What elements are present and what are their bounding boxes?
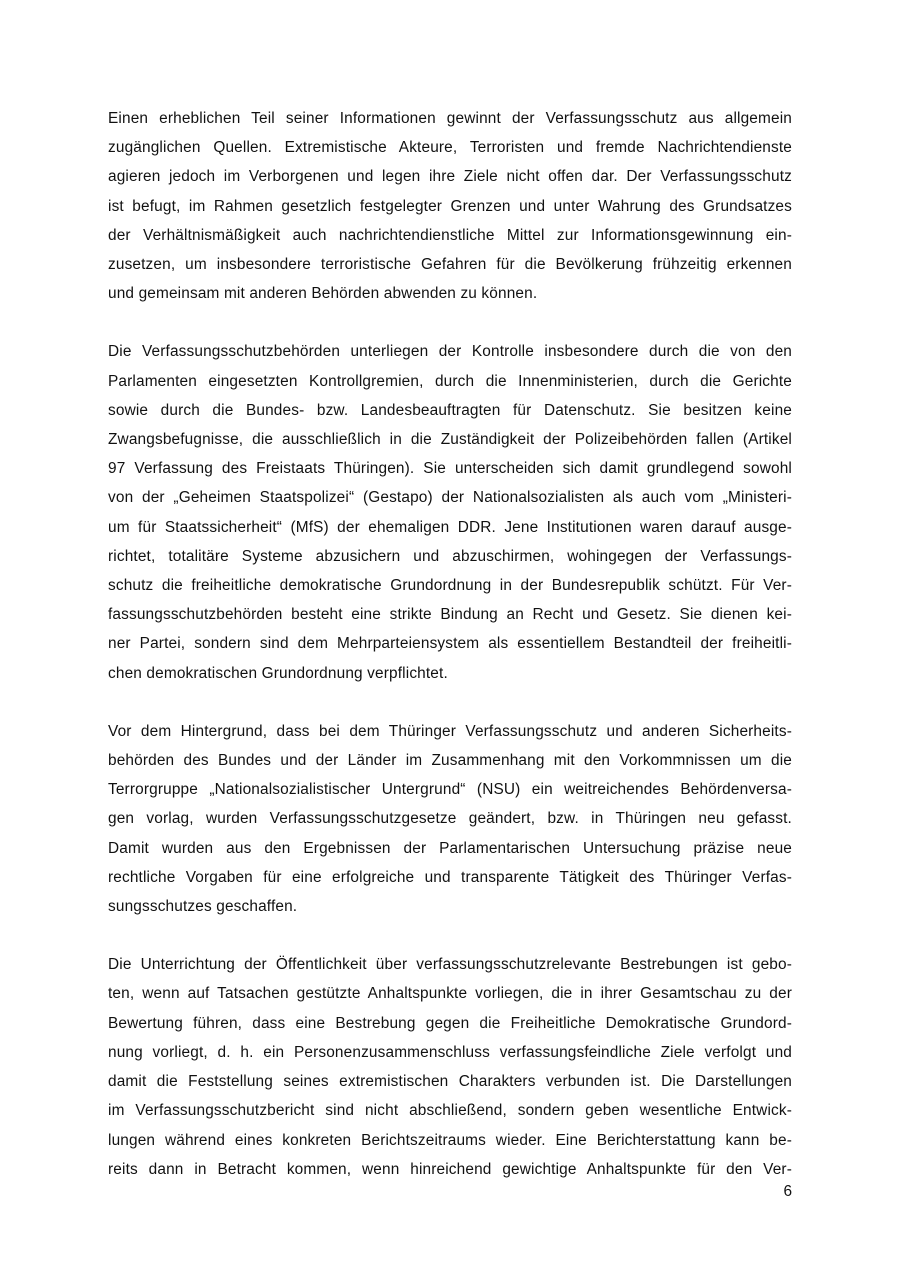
text-line: 97 Verfassung des Freistaats Thüringen). Sie unterscheiden sich damit grundlegend sowohl [108, 460, 792, 478]
text-line: ner Partei, sondern sind dem Mehrparteiensystem als essentiellem Bestandteil der freiheitli- [108, 635, 792, 653]
paragraph-4 [108, 950, 792, 1184]
text-line: rechtliche Vorgaben für eine erfolgreiche und transparente Tätigkeit des Thüringer Verfas- [108, 868, 792, 886]
document-body [108, 104, 792, 1213]
text-line: Einen erheblichen Teil seiner Informationen gewinnt der Verfassungsschutz aus allgemein [108, 110, 792, 127]
text-line: nung vorliegt, d. h. ein Personenzusammenschluss verfassungsfeindliche Ziele verfolgt und [108, 1043, 792, 1061]
text-line: behörden des Bundes und der Länder im Zusammenhang mit den Vorkommnissen um die [108, 752, 792, 770]
text-line: lungen während eines konkreten Berichtszeitraums wieder. Eine Berichterstattung kann be- [108, 1131, 792, 1149]
text-line: Die Unterrichtung der Öffentlichkeit über verfassungsschutzrelevante Bestrebungen ist gebo- [108, 956, 792, 974]
text-line: fassungsschutzbehörden besteht eine strikte Bindung an Recht und Gesetz. Sie dienen kei- [108, 606, 792, 624]
text-line: und gemeinsam mit anderen Behörden abwenden zu können. [108, 285, 538, 303]
text-line: Zwangsbefugnisse, die ausschließlich in die Zuständigkeit der Polizeibehörden fallen (Artikel [108, 431, 792, 449]
text-line: damit die Feststellung seines extremistischen Charakters verbunden ist. Die Darstellungen [108, 1073, 792, 1091]
text-line: der Verhältnismäßigkeit auch nachrichtendienstliche Mittel zur Informationsgewinnung ein- [108, 226, 792, 244]
text-line: gen vorlag, wurden Verfassungsschutzgesetze geändert, bzw. in Thüringen neu gefasst. [108, 810, 792, 828]
paragraph-1 [108, 104, 792, 308]
text-line: zusetzen, um insbesondere terroristische Gefahren für die Bevölkerung frühzeitig erkennen [108, 256, 792, 274]
text-line: sowie durch die Bundes- bzw. Landesbeauftragten für Datenschutz. Sie besitzen keine [108, 401, 792, 419]
text-line: ist befugt, im Rahmen gesetzlich festgelegter Grenzen und unter Wahrung des Grundsatzes [108, 197, 792, 215]
text-line: Damit wurden aus den Ergebnissen der Parlamentarischen Untersuchung präzise neue [108, 839, 792, 857]
text-line: Terrorgruppe „Nationalsozialistischer Untergrund“ (NSU) ein weitreichendes Behördenversa- [108, 781, 792, 799]
text-line: agieren jedoch im Verborgenen und legen ihre Ziele nicht offen dar. Der Verfassungsschutz [108, 168, 792, 186]
text-line: um für Staatssicherheit“ (MfS) der ehemaligen DDR. Jene Institutionen waren darauf ausge- [108, 518, 792, 536]
paragraph-3 [108, 717, 792, 921]
text-line: Bewertung führen, dass eine Bestrebung gegen die Freiheitliche Demokratische Grundord- [108, 1014, 792, 1032]
paragraph-2 [108, 337, 792, 687]
text-line: von der „Geheimen Staatspolizei“ (Gestapo) der Nationalsozialisten als auch vom „Ministeri- [108, 489, 792, 507]
text-line: sungsschutzes geschaffen. [108, 898, 298, 916]
text-line: zugänglichen Quellen. Extremistische Akteure, Terroristen und fremde Nachrichtendienste [108, 139, 792, 157]
text-line: ten, wenn auf Tatsachen gestützte Anhaltspunkte vorliegen, die in ihrer Gesamtschau zu der [108, 985, 792, 1003]
text-line: Die Verfassungsschutzbehörden unterliegen der Kontrolle insbesondere durch die von den [108, 343, 792, 361]
text-line: reits dann in Betracht kommen, wenn hinreichend gewichtige Anhaltspunkte für den Ver- [108, 1160, 792, 1178]
text-line: richtet, totalitäre Systeme abzusichern und abzuschirmen, wohingegen der Verfassungs- [108, 547, 792, 565]
text-line: Vor dem Hintergrund, dass bei dem Thüringer Verfassungsschutz und anderen Sicherheits- [108, 722, 792, 740]
text-line: schutz die freiheitliche demokratische Grundordnung in der Bundesrepublik schützt. Für Ver- [108, 577, 792, 595]
text-line: chen demokratischen Grundordnung verpflichtet. [108, 664, 448, 682]
page-number: 6 [783, 1183, 792, 1200]
text-line: im Verfassungsschutzbericht sind nicht abschließend, sondern geben wesentliche Entwick- [108, 1102, 792, 1120]
text-line: Parlamenten eingesetzten Kontrollgremien, durch die Innenministerien, durch die Gerichte [108, 372, 792, 390]
